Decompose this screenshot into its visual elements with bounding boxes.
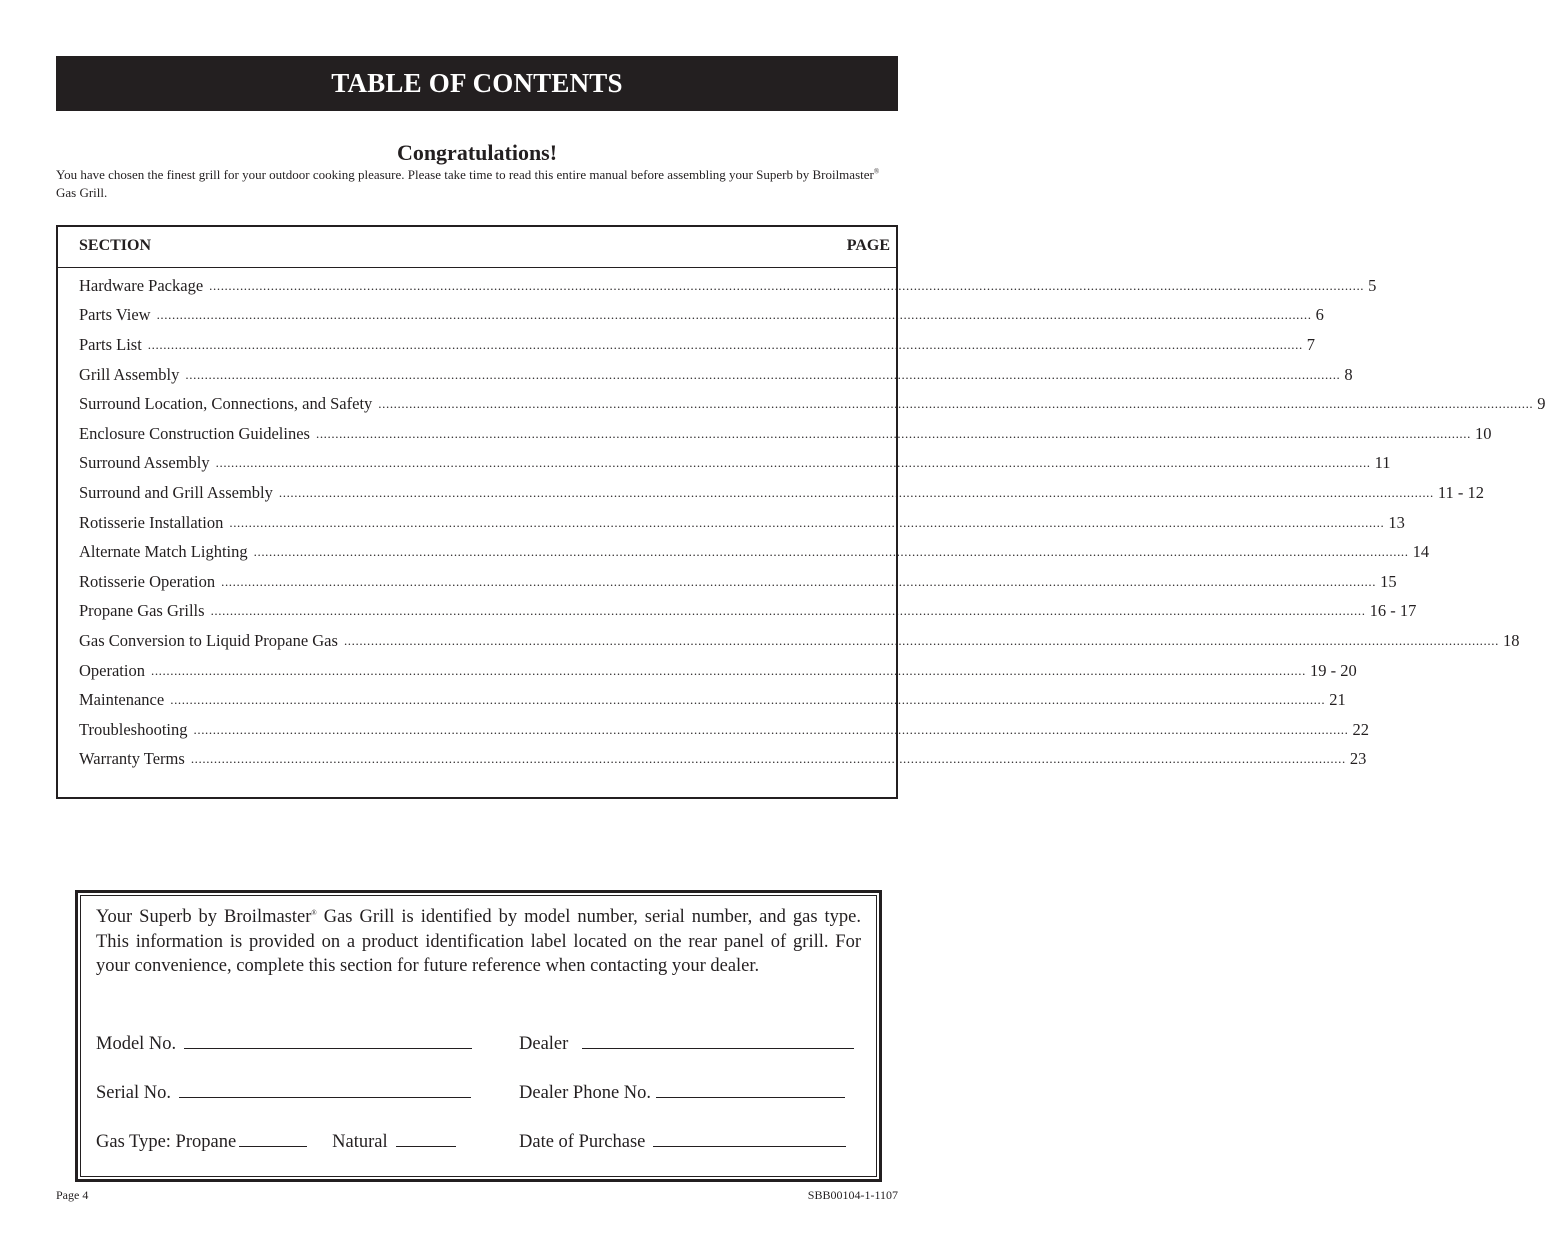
toc-entry-title: Warranty Terms xyxy=(79,749,185,769)
dot-leader: ............................................................................................................................................................................................................................................................................................................ xyxy=(343,632,1499,648)
identification-text: Your Superb by Broilmaster xyxy=(96,907,312,927)
model-number-field xyxy=(96,1034,472,1055)
toc-entry-title: Grill Assembly xyxy=(79,364,180,384)
section-column-header: SECTION xyxy=(79,237,152,254)
toc-entry-page: 8 xyxy=(1344,364,1353,384)
toc-header-row xyxy=(58,227,896,268)
toc-entry-page: 21 xyxy=(1329,690,1346,710)
natural-label: Natural xyxy=(332,1132,388,1152)
toc-entry-page: 15 xyxy=(1380,571,1397,591)
registered-mark: ® xyxy=(873,167,880,176)
toc-row xyxy=(79,537,1430,567)
toc-entry-title: Surround Location, Connections, and Safety xyxy=(79,394,373,414)
toc-entry-page: 11 xyxy=(1374,453,1391,473)
dot-leader: ............................................................................................................................................................................................................................................................................................................ xyxy=(378,396,1534,412)
toc-entry-title: Enclosure Construction Guidelines xyxy=(79,423,310,443)
toc-entry-page: 14 xyxy=(1412,542,1430,562)
toc-entry-page: 10 xyxy=(1474,423,1492,443)
toc-entry-page: 5 xyxy=(1368,275,1377,295)
toc-entry-title: Rotisserie Installation xyxy=(79,512,224,532)
page-number: Page 4 xyxy=(56,1188,89,1202)
table-of-contents xyxy=(56,225,1546,799)
toc-entry-page: 22 xyxy=(1352,719,1369,739)
toc-row xyxy=(79,301,1324,331)
purchase-date-field xyxy=(519,1132,846,1153)
intro-text: You have chosen the finest grill for your outdoor cooking pleasure. Please take time to read this entire manual before assembling your Superb by Broilmaster xyxy=(56,167,874,182)
toc-entry-title: Propane Gas Grills xyxy=(79,601,205,621)
dot-leader: ............................................................................................................................................................................................................................................................................................................ xyxy=(221,573,1377,589)
dealer-line[interactable] xyxy=(582,1034,854,1049)
dealer-field xyxy=(519,1034,854,1055)
toc-row xyxy=(79,478,1485,508)
dot-leader: ............................................................................................................................................................................................................................................................................................................ xyxy=(185,366,1341,382)
toc-row xyxy=(79,626,1520,656)
page-title: TABLE OF CONTENTS xyxy=(331,68,623,98)
dot-leader: ............................................................................................................................................................................................................................................................................................................ xyxy=(156,307,1312,323)
toc-row xyxy=(79,715,1369,745)
toc-entry-title: Operation xyxy=(79,660,145,680)
dot-leader: ............................................................................................................................................................................................................................................................................................................ xyxy=(210,603,1366,619)
toc-row xyxy=(79,389,1546,419)
toc-entry-title: Parts View xyxy=(79,305,151,325)
toc-row xyxy=(79,685,1346,715)
toc-entry-title: Gas Conversion to Liquid Propane Gas xyxy=(79,630,338,650)
toc-row xyxy=(79,597,1417,627)
toc-entry-title: Rotisserie Operation xyxy=(79,571,216,591)
toc-entry-title: Hardware Package xyxy=(79,275,204,295)
toc-row xyxy=(79,567,1397,597)
toc-row xyxy=(79,271,1377,301)
identification-text-end: Gas Grill is identified by model number, serial number, and gas type. This information is provided on a product identification label located on the rear panel of grill. For your convenience, complete this section for future reference when contacting your dealer. xyxy=(96,907,862,976)
toc-entry-page: 23 xyxy=(1349,749,1367,769)
toc-entry-title: Troubleshooting xyxy=(79,719,188,739)
dot-leader: ............................................................................................................................................................................................................................................................................................................ xyxy=(229,514,1385,530)
propane-line[interactable] xyxy=(239,1132,307,1147)
intro-paragraph xyxy=(56,166,898,202)
dot-leader: ............................................................................................................................................................................................................................................................................................................ xyxy=(209,277,1365,293)
toc-entry-page: 9 xyxy=(1537,394,1546,414)
model-number-line[interactable] xyxy=(184,1034,472,1049)
toc-row xyxy=(79,360,1353,390)
natural-line[interactable] xyxy=(396,1132,456,1147)
toc-entry-title: Parts List xyxy=(79,334,142,354)
toc-row xyxy=(79,656,1357,686)
dealer-label: Dealer xyxy=(519,1034,569,1054)
identification-inner-frame xyxy=(80,895,877,1177)
purchase-date-label: Date of Purchase xyxy=(519,1132,646,1152)
toc-entries xyxy=(79,271,1546,774)
page-column-header: PAGE xyxy=(846,237,890,254)
serial-number-label: Serial No. xyxy=(96,1083,172,1103)
document-code: SBB00104-1-1107 xyxy=(807,1188,898,1202)
toc-entry-page: 6 xyxy=(1315,305,1324,325)
dot-leader: ............................................................................................................................................................................................................................................................................................................ xyxy=(315,425,1471,441)
identification-paragraph xyxy=(96,905,861,979)
dealer-phone-label: Dealer Phone No. xyxy=(519,1083,652,1103)
toc-entry-title: Surround and Grill Assembly xyxy=(79,482,273,502)
dot-leader: ............................................................................................................................................................................................................................................................................................................ xyxy=(150,662,1306,678)
dot-leader: ............................................................................................................................................................................................................................................................................................................ xyxy=(190,751,1346,767)
dot-leader: ............................................................................................................................................................................................................................................................................................................ xyxy=(278,484,1434,500)
registered-mark: ® xyxy=(311,908,317,917)
toc-entry-page: 19 - 20 xyxy=(1309,660,1357,680)
toc-row xyxy=(79,449,1391,479)
dot-leader: ............................................................................................................................................................................................................................................................................................................ xyxy=(215,455,1371,471)
toc-row xyxy=(79,419,1492,449)
page-title-banner xyxy=(56,56,898,111)
model-number-label: Model No. xyxy=(96,1034,177,1054)
toc-entry-page: 11 - 12 xyxy=(1437,482,1485,502)
product-identification-box xyxy=(75,890,882,1182)
toc-entry-title: Maintenance xyxy=(79,690,165,710)
toc-entry-title: Surround Assembly xyxy=(79,453,210,473)
dot-leader: ............................................................................................................................................................................................................................................................................................................ xyxy=(147,336,1303,352)
gas-type-label: Gas Type: Propane xyxy=(96,1132,237,1152)
toc-row xyxy=(79,508,1405,538)
toc-entry-page: 16 - 17 xyxy=(1369,601,1417,621)
dot-leader: ............................................................................................................................................................................................................................................................................................................ xyxy=(170,692,1326,708)
purchase-date-line[interactable] xyxy=(653,1132,846,1147)
toc-entry-page: 13 xyxy=(1388,512,1405,532)
dot-leader: ............................................................................................................................................................................................................................................................................................................ xyxy=(193,721,1349,737)
dealer-phone-line[interactable] xyxy=(656,1083,845,1098)
congratulations-heading: Congratulations! xyxy=(396,140,558,165)
toc-entry-title: Alternate Match Lighting xyxy=(79,542,248,562)
gas-type-field xyxy=(96,1132,456,1153)
toc-row xyxy=(79,745,1367,775)
toc-entry-page: 18 xyxy=(1502,630,1520,650)
serial-number-field xyxy=(96,1083,471,1104)
dealer-phone-field xyxy=(519,1083,845,1104)
toc-entry-page: 7 xyxy=(1306,334,1316,354)
dot-leader: ............................................................................................................................................................................................................................................................................................................ xyxy=(253,544,1409,560)
toc-row xyxy=(79,330,1316,360)
serial-number-line[interactable] xyxy=(179,1083,471,1098)
intro-text-end: Gas Grill. xyxy=(56,185,108,200)
